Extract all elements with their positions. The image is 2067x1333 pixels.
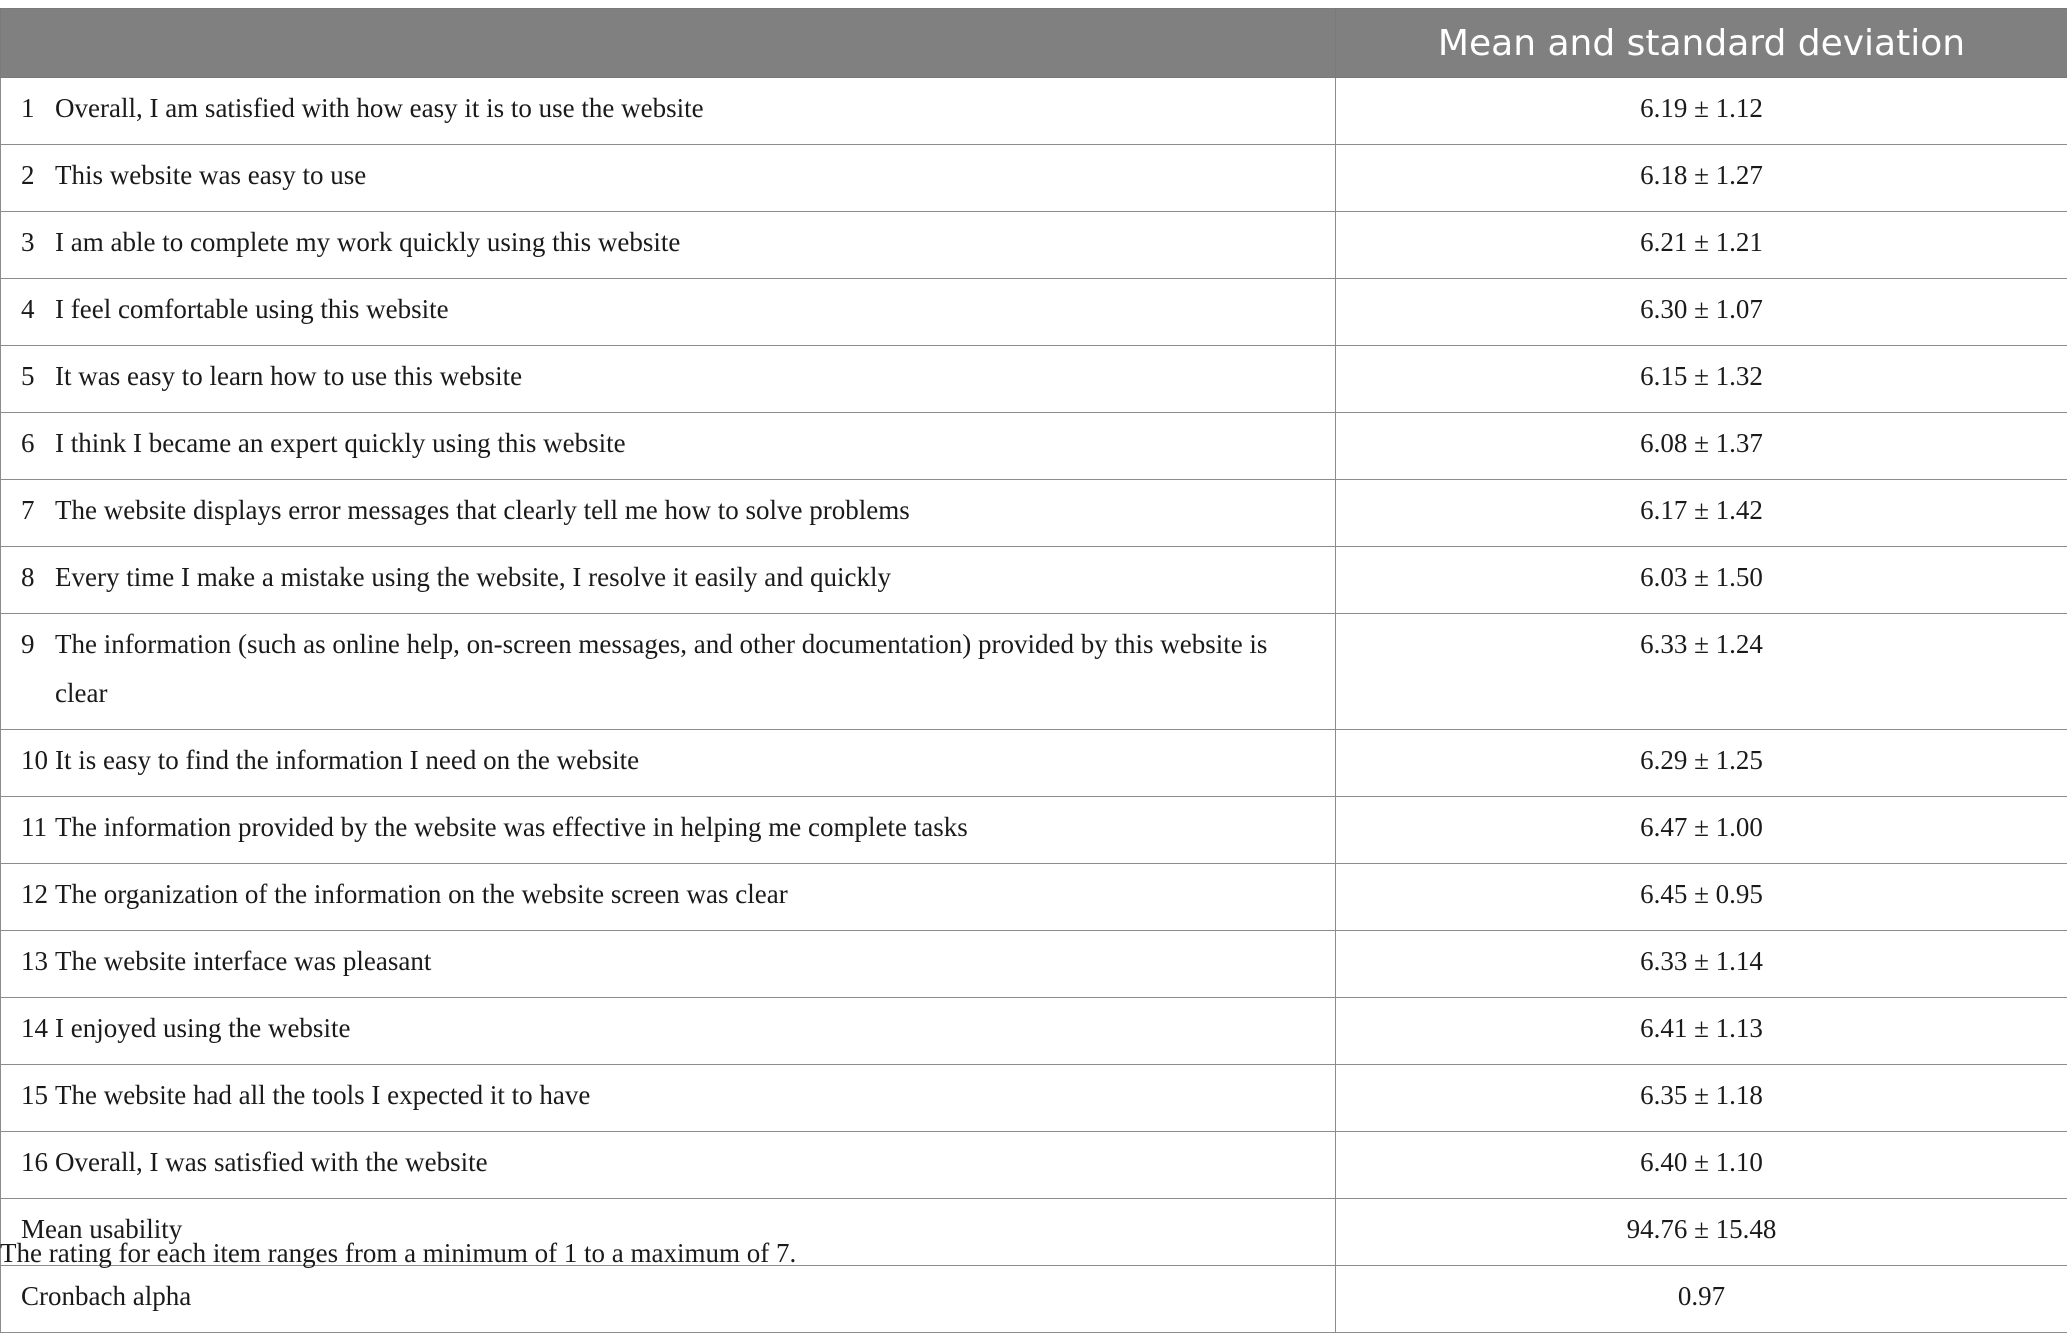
item-number: 15 xyxy=(21,1071,55,1120)
item-cell xyxy=(1,78,1336,145)
item-cell xyxy=(1,1132,1336,1199)
mean-sd-value: 6.35 ± 1.18 xyxy=(1336,1065,2067,1132)
table-row xyxy=(1,480,2067,547)
item-number: 4 xyxy=(21,285,55,334)
table-row xyxy=(1,547,2067,614)
summary-value: 0.97 xyxy=(1336,1266,2067,1333)
item-text: I think I became an expert quickly using this website xyxy=(55,419,1335,468)
summary-label: Cronbach alpha xyxy=(1,1266,1336,1333)
table-row xyxy=(1,1065,2067,1132)
mean-sd-value: 6.15 ± 1.32 xyxy=(1336,346,2067,413)
table-row xyxy=(1,614,2067,730)
item-number: 14 xyxy=(21,1004,55,1053)
mean-sd-value: 6.41 ± 1.13 xyxy=(1336,998,2067,1065)
table-row xyxy=(1,931,2067,998)
item-text: The information (such as online help, on-screen messages, and other documentation) provided by this website is clear xyxy=(55,620,1335,718)
mean-sd-value: 6.08 ± 1.37 xyxy=(1336,413,2067,480)
item-number: 13 xyxy=(21,937,55,986)
item-text: Every time I make a mistake using the website, I resolve it easily and quickly xyxy=(55,553,1335,602)
header-mean-sd-column: Mean and standard deviation xyxy=(1336,9,2067,78)
item-text: The website interface was pleasant xyxy=(55,937,1335,986)
item-cell xyxy=(1,480,1336,547)
mean-sd-value: 6.47 ± 1.00 xyxy=(1336,797,2067,864)
mean-sd-value: 6.18 ± 1.27 xyxy=(1336,145,2067,212)
item-number: 6 xyxy=(21,419,55,468)
item-number: 1 xyxy=(21,84,55,133)
table-header-row xyxy=(1,9,2067,78)
item-cell xyxy=(1,797,1336,864)
item-cell xyxy=(1,279,1336,346)
item-number: 3 xyxy=(21,218,55,267)
table-row xyxy=(1,1132,2067,1199)
item-cell xyxy=(1,346,1336,413)
item-cell xyxy=(1,1065,1336,1132)
item-cell xyxy=(1,998,1336,1065)
usability-table-wrapper xyxy=(0,8,2067,1333)
table-row xyxy=(1,730,2067,797)
table-row xyxy=(1,413,2067,480)
item-text: The website displays error messages that clearly tell me how to solve problems xyxy=(55,486,1335,535)
item-cell xyxy=(1,864,1336,931)
item-number: 2 xyxy=(21,151,55,200)
table-row xyxy=(1,797,2067,864)
table-row xyxy=(1,346,2067,413)
summary-row xyxy=(1,1266,2067,1333)
item-text: The website had all the tools I expected it to have xyxy=(55,1071,1335,1120)
table-row xyxy=(1,279,2067,346)
item-text: Overall, I am satisfied with how easy it is to use the website xyxy=(55,84,1335,133)
item-number: 10 xyxy=(21,736,55,785)
item-text: It was easy to learn how to use this website xyxy=(55,352,1335,401)
item-text: It is easy to find the information I need on the website xyxy=(55,736,1335,785)
item-cell xyxy=(1,212,1336,279)
item-text: I feel comfortable using this website xyxy=(55,285,1335,334)
item-text: The organization of the information on the website screen was clear xyxy=(55,870,1335,919)
item-number: 16 xyxy=(21,1138,55,1187)
table-footnote: The rating for each item ranges from a minimum of 1 to a maximum of 7. xyxy=(0,1238,796,1269)
usability-table xyxy=(0,8,2067,1333)
mean-sd-value: 6.40 ± 1.10 xyxy=(1336,1132,2067,1199)
item-text: The information provided by the website was effective in helping me complete tasks xyxy=(55,803,1335,852)
table-row xyxy=(1,78,2067,145)
summary-value: 94.76 ± 15.48 xyxy=(1336,1199,2067,1266)
item-text: This website was easy to use xyxy=(55,151,1335,200)
item-cell xyxy=(1,547,1336,614)
item-number: 12 xyxy=(21,870,55,919)
table-row xyxy=(1,212,2067,279)
mean-sd-value: 6.17 ± 1.42 xyxy=(1336,480,2067,547)
mean-sd-value: 6.30 ± 1.07 xyxy=(1336,279,2067,346)
table-row xyxy=(1,998,2067,1065)
item-number: 5 xyxy=(21,352,55,401)
header-item-column xyxy=(1,9,1336,78)
mean-sd-value: 6.29 ± 1.25 xyxy=(1336,730,2067,797)
item-text: Overall, I was satisfied with the website xyxy=(55,1138,1335,1187)
mean-sd-value: 6.21 ± 1.21 xyxy=(1336,212,2067,279)
mean-sd-value: 6.33 ± 1.24 xyxy=(1336,614,2067,730)
item-cell xyxy=(1,931,1336,998)
table-row xyxy=(1,864,2067,931)
mean-sd-value: 6.03 ± 1.50 xyxy=(1336,547,2067,614)
item-text: I am able to complete my work quickly using this website xyxy=(55,218,1335,267)
item-cell xyxy=(1,614,1336,730)
mean-sd-value: 6.33 ± 1.14 xyxy=(1336,931,2067,998)
item-number: 7 xyxy=(21,486,55,535)
summary-label: Mean usability xyxy=(1,1199,1336,1266)
mean-sd-value: 6.19 ± 1.12 xyxy=(1336,78,2067,145)
table-body xyxy=(1,78,2067,1333)
item-cell xyxy=(1,413,1336,480)
mean-sd-value: 6.45 ± 0.95 xyxy=(1336,864,2067,931)
item-number: 8 xyxy=(21,553,55,602)
item-number: 9 xyxy=(21,620,55,718)
item-cell xyxy=(1,145,1336,212)
item-text: I enjoyed using the website xyxy=(55,1004,1335,1053)
item-cell xyxy=(1,730,1336,797)
item-number: 11 xyxy=(21,803,55,852)
table-row xyxy=(1,145,2067,212)
